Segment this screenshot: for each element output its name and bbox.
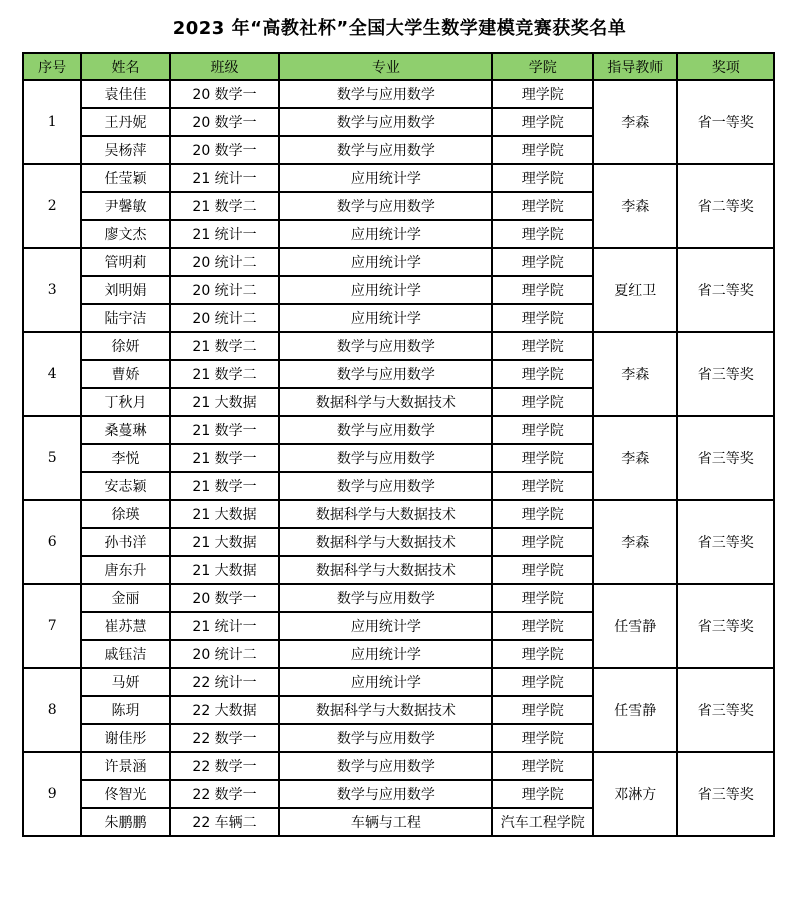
member-major: 应用统计学 [279, 220, 492, 248]
member-college: 理学院 [492, 388, 593, 416]
team-number: 2 [23, 164, 81, 248]
member-name: 陈玥 [81, 696, 169, 724]
member-class: 21 数学二 [170, 192, 280, 220]
team-tutor: 任雪静 [593, 668, 677, 752]
member-name: 任莹颖 [81, 164, 169, 192]
table-row [23, 248, 774, 276]
member-college: 理学院 [492, 248, 593, 276]
member-class: 20 统计二 [170, 248, 280, 276]
member-name: 谢佳彤 [81, 724, 169, 752]
header-row [23, 53, 774, 80]
header-college: 学院 [492, 53, 593, 80]
member-major: 应用统计学 [279, 668, 492, 696]
member-class: 21 数学一 [170, 416, 280, 444]
team-tutor: 李森 [593, 80, 677, 164]
member-major: 数学与应用数学 [279, 752, 492, 780]
member-name: 许景涵 [81, 752, 169, 780]
team-number: 6 [23, 500, 81, 584]
member-name: 朱鹏鹏 [81, 808, 169, 836]
member-class: 21 统计一 [170, 220, 280, 248]
member-college: 理学院 [492, 472, 593, 500]
team-number: 7 [23, 584, 81, 668]
header-no: 序号 [23, 53, 81, 80]
member-class: 21 数学二 [170, 360, 280, 388]
member-name: 袁佳佳 [81, 80, 169, 108]
team-tutor: 李森 [593, 164, 677, 248]
member-major: 数据科学与大数据技术 [279, 388, 492, 416]
member-name: 吴杨萍 [81, 136, 169, 164]
header-tutor: 指导教师 [593, 53, 677, 80]
member-major: 数学与应用数学 [279, 416, 492, 444]
member-major: 数学与应用数学 [279, 472, 492, 500]
member-college: 理学院 [492, 528, 593, 556]
member-college: 理学院 [492, 276, 593, 304]
table-row [23, 668, 774, 696]
member-name: 尹馨敏 [81, 192, 169, 220]
member-name: 廖文杰 [81, 220, 169, 248]
member-name: 马妍 [81, 668, 169, 696]
member-name: 孙书洋 [81, 528, 169, 556]
member-name: 佟智光 [81, 780, 169, 808]
team-award: 省二等奖 [677, 248, 774, 332]
member-major: 应用统计学 [279, 612, 492, 640]
member-name: 王丹妮 [81, 108, 169, 136]
member-major: 数学与应用数学 [279, 724, 492, 752]
member-major: 车辆与工程 [279, 808, 492, 836]
member-name: 金丽 [81, 584, 169, 612]
member-major: 应用统计学 [279, 248, 492, 276]
member-name: 李悦 [81, 444, 169, 472]
team-number: 8 [23, 668, 81, 752]
member-college: 理学院 [492, 752, 593, 780]
team-tutor: 李森 [593, 416, 677, 500]
member-college: 理学院 [492, 164, 593, 192]
member-college: 理学院 [492, 640, 593, 668]
member-class: 21 统计一 [170, 164, 280, 192]
member-name: 戚钰洁 [81, 640, 169, 668]
member-college: 理学院 [492, 416, 593, 444]
team-award: 省二等奖 [677, 164, 774, 248]
team-award: 省三等奖 [677, 752, 774, 836]
table-row [23, 80, 774, 108]
team-tutor: 夏红卫 [593, 248, 677, 332]
member-major: 数学与应用数学 [279, 136, 492, 164]
member-class: 21 数学二 [170, 332, 280, 360]
member-name: 管明莉 [81, 248, 169, 276]
member-college: 理学院 [492, 136, 593, 164]
member-major: 数学与应用数学 [279, 332, 492, 360]
team-number: 9 [23, 752, 81, 836]
member-class: 21 大数据 [170, 528, 280, 556]
member-college: 理学院 [492, 192, 593, 220]
table-row [23, 584, 774, 612]
table-body [23, 80, 774, 836]
member-college: 理学院 [492, 304, 593, 332]
team-award: 省三等奖 [677, 584, 774, 668]
header-major: 专业 [279, 53, 492, 80]
member-name: 陆宇洁 [81, 304, 169, 332]
team-award: 省三等奖 [677, 416, 774, 500]
member-major: 数据科学与大数据技术 [279, 556, 492, 584]
member-major: 应用统计学 [279, 164, 492, 192]
member-name: 安志颖 [81, 472, 169, 500]
team-number: 5 [23, 416, 81, 500]
member-name: 刘明娟 [81, 276, 169, 304]
team-tutor: 李森 [593, 500, 677, 584]
member-class: 20 数学一 [170, 108, 280, 136]
member-name: 徐妍 [81, 332, 169, 360]
member-major: 应用统计学 [279, 640, 492, 668]
header-award: 奖项 [677, 53, 774, 80]
member-major: 数据科学与大数据技术 [279, 500, 492, 528]
member-class: 20 数学一 [170, 80, 280, 108]
team-award: 省三等奖 [677, 332, 774, 416]
member-major: 应用统计学 [279, 276, 492, 304]
member-class: 22 统计一 [170, 668, 280, 696]
table-header [23, 53, 774, 80]
member-major: 数学与应用数学 [279, 780, 492, 808]
member-class: 20 统计二 [170, 276, 280, 304]
table-row [23, 416, 774, 444]
page-title: 2023 年“高教社杯”全国大学生数学建模竞赛获奖名单 [172, 18, 627, 39]
header-class: 班级 [170, 53, 280, 80]
member-class: 22 大数据 [170, 696, 280, 724]
member-college: 理学院 [492, 668, 593, 696]
member-class: 22 数学一 [170, 752, 280, 780]
member-class: 21 大数据 [170, 556, 280, 584]
member-college: 理学院 [492, 584, 593, 612]
member-class: 22 数学一 [170, 724, 280, 752]
member-name: 曹娇 [81, 360, 169, 388]
member-class: 20 统计二 [170, 640, 280, 668]
team-number: 3 [23, 248, 81, 332]
table-row [23, 500, 774, 528]
member-name: 丁秋月 [81, 388, 169, 416]
member-major: 数学与应用数学 [279, 360, 492, 388]
member-college: 理学院 [492, 724, 593, 752]
member-college: 理学院 [492, 332, 593, 360]
team-number: 1 [23, 80, 81, 164]
member-class: 22 数学一 [170, 780, 280, 808]
member-name: 桑蔓琳 [81, 416, 169, 444]
member-name: 崔苏慧 [81, 612, 169, 640]
table-row [23, 752, 774, 780]
member-class: 21 统计一 [170, 612, 280, 640]
member-college: 理学院 [492, 108, 593, 136]
member-class: 21 数学一 [170, 472, 280, 500]
member-college: 理学院 [492, 80, 593, 108]
member-college: 汽车工程学院 [492, 808, 593, 836]
table-row [23, 332, 774, 360]
team-tutor: 邓淋方 [593, 752, 677, 836]
member-major: 数学与应用数学 [279, 80, 492, 108]
team-award: 省三等奖 [677, 500, 774, 584]
member-class: 22 车辆二 [170, 808, 280, 836]
team-tutor: 任雪静 [593, 584, 677, 668]
member-major: 数学与应用数学 [279, 444, 492, 472]
header-name: 姓名 [81, 53, 169, 80]
member-college: 理学院 [492, 780, 593, 808]
team-award: 省三等奖 [677, 668, 774, 752]
team-number: 4 [23, 332, 81, 416]
member-class: 20 统计二 [170, 304, 280, 332]
member-college: 理学院 [492, 612, 593, 640]
member-major: 数学与应用数学 [279, 584, 492, 612]
member-college: 理学院 [492, 500, 593, 528]
member-college: 理学院 [492, 696, 593, 724]
member-major: 数学与应用数学 [279, 192, 492, 220]
member-class: 21 大数据 [170, 388, 280, 416]
member-major: 数据科学与大数据技术 [279, 528, 492, 556]
member-major: 数学与应用数学 [279, 108, 492, 136]
member-college: 理学院 [492, 556, 593, 584]
member-college: 理学院 [492, 220, 593, 248]
member-class: 21 数学一 [170, 444, 280, 472]
member-college: 理学院 [492, 444, 593, 472]
member-class: 20 数学一 [170, 584, 280, 612]
member-major: 数据科学与大数据技术 [279, 696, 492, 724]
member-major: 应用统计学 [279, 304, 492, 332]
member-class: 20 数学一 [170, 136, 280, 164]
team-award: 省一等奖 [677, 80, 774, 164]
member-class: 21 大数据 [170, 500, 280, 528]
member-college: 理学院 [492, 360, 593, 388]
table-row [23, 164, 774, 192]
award-table [22, 52, 775, 837]
member-name: 徐瑛 [81, 500, 169, 528]
member-name: 唐东升 [81, 556, 169, 584]
team-tutor: 李森 [593, 332, 677, 416]
